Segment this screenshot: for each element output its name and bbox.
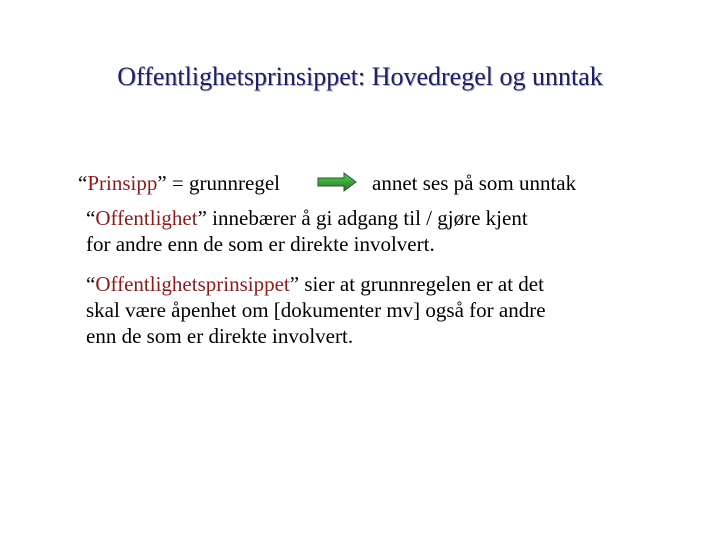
prinsippet-line-2: skal være åpenhet om [dokumenter mv] også for andre bbox=[86, 298, 546, 322]
open-quote: “ bbox=[78, 171, 88, 195]
open-quote: “ bbox=[86, 272, 96, 296]
prinsippet-line-1 bbox=[86, 271, 646, 297]
offentlighet-definition: ” innebærer å gi adgang til / gjøre kjent bbox=[197, 206, 528, 230]
prinsipp-line bbox=[78, 170, 280, 196]
prinsippet-line-3: enn de som er direkte involvert. bbox=[86, 324, 354, 348]
prinsipp-definition: ” = grunnregel bbox=[157, 171, 280, 195]
open-quote: “ bbox=[86, 206, 96, 230]
offentlighet-paragraph bbox=[86, 205, 646, 257]
offentlighet-line-2: for andre enn de som er direkte involvert. bbox=[86, 232, 435, 256]
prinsippet-definition: ” sier at grunnregelen er at det bbox=[289, 272, 544, 296]
right-arrow-graphic bbox=[316, 172, 358, 192]
slide-title: Offentlighetsprinsippet: Hovedregel og unntak bbox=[117, 62, 603, 91]
unntak-text: annet ses på som unntak bbox=[372, 171, 577, 195]
offentlighetsprinsippet-paragraph bbox=[86, 271, 646, 349]
term-prinsipp: Prinsipp bbox=[87, 171, 158, 195]
term-offentlighetsprinsippet: Offentlighetsprinsippet bbox=[95, 272, 290, 296]
offentlighet-line-1 bbox=[86, 205, 646, 231]
right-arrow-icon bbox=[316, 172, 358, 192]
term-offentlighet: Offentlighet bbox=[95, 206, 198, 230]
